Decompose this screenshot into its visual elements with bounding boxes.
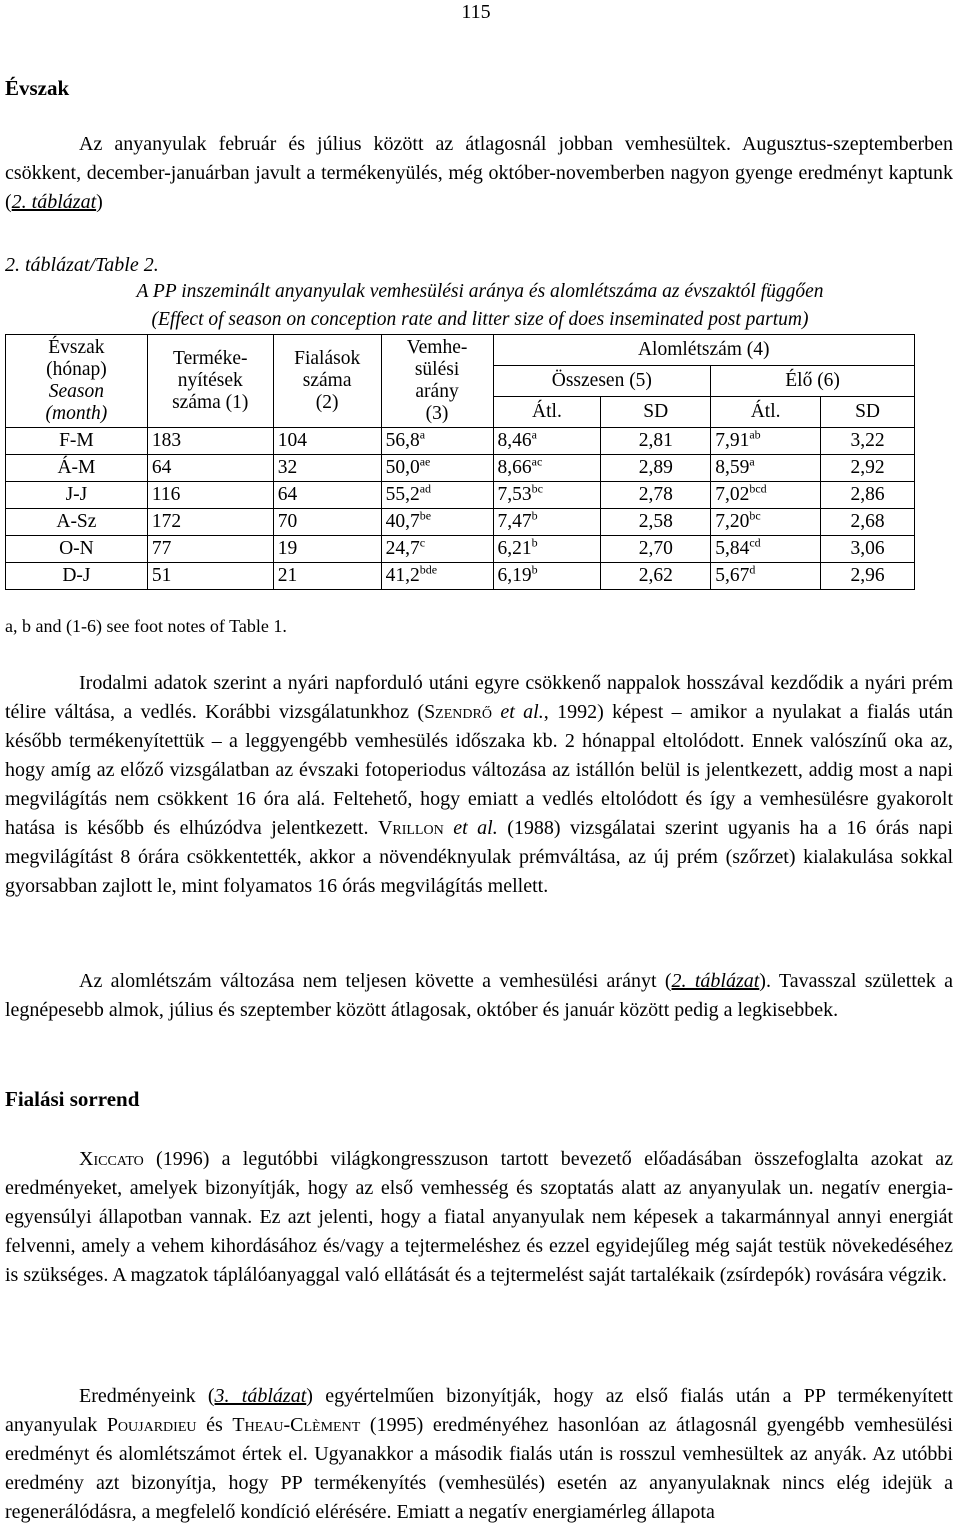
page-number: 115 — [461, 1, 491, 23]
cell-kindlings-value: 70 — [277, 511, 298, 532]
header-line: Évszak — [48, 337, 105, 358]
cell-alive-sd-value: 2,86 — [850, 484, 885, 505]
header-line: (month) — [45, 403, 108, 424]
significance-letters: c — [419, 535, 426, 550]
paragraph-xiccato — [5, 1145, 953, 1290]
cell-alive-sd — [821, 482, 915, 509]
paragraph-intro-text — [5, 133, 953, 213]
table-row — [6, 482, 915, 509]
significance-letters: d — [749, 562, 756, 577]
paragraph-intro — [5, 130, 953, 217]
cell-total-mean — [493, 455, 601, 482]
header-line: száma — [302, 370, 352, 391]
header-line: Fialások — [294, 348, 361, 369]
cell-kindlings — [273, 536, 381, 563]
header-season — [6, 335, 148, 428]
header-born-alive: Élő (6) — [711, 366, 915, 397]
header-total-born: Összesen (5) — [493, 366, 711, 397]
table-header-row-1 — [6, 335, 915, 366]
cell-alive-mean-value: 5,67 — [715, 565, 750, 586]
text-run: Az alomlétszám változása nem teljesen követte a vemhesülési arányt ( — [79, 970, 672, 992]
cell-season — [6, 563, 148, 590]
significance-letters: cd — [749, 535, 761, 550]
significance-letters: bc — [531, 481, 543, 496]
significance-letters: bcd — [749, 481, 767, 496]
cell-alive-sd-value: 3,22 — [850, 430, 885, 451]
table-title-english: (Effect of season on conception rate and litter size of does inseminated post partum) — [151, 309, 809, 330]
cell-alive-mean — [711, 428, 821, 455]
cell-inseminations-value: 183 — [151, 430, 182, 451]
cell-conception-rate-value: 55,2 — [385, 484, 420, 505]
season-results-table — [5, 334, 915, 590]
text-run: et al. — [500, 701, 544, 723]
significance-letters: ad — [419, 481, 432, 496]
cell-total-sd-value: 2,58 — [638, 511, 673, 532]
cell-season — [6, 428, 148, 455]
cell-conception-rate — [381, 563, 493, 590]
significance-letters: ab — [749, 427, 761, 442]
cell-inseminations-value: 116 — [151, 484, 181, 505]
cell-total-mean — [493, 509, 601, 536]
paragraph-litter — [5, 967, 953, 1025]
significance-letters: a — [531, 427, 537, 442]
header-line: Terméke- — [173, 348, 248, 369]
header-line: nyítések — [177, 370, 243, 391]
paragraph-literature — [5, 669, 953, 901]
cell-kindlings-value: 64 — [277, 484, 298, 505]
text-run: és — [196, 1414, 233, 1436]
table-row — [6, 428, 915, 455]
cell-season — [6, 482, 148, 509]
cell-alive-mean — [711, 455, 821, 482]
cell-conception-rate-value: 24,7 — [385, 538, 420, 559]
author-name: Vrillon — [377, 817, 444, 839]
cell-season-value: J-J — [65, 484, 88, 505]
cell-season-value: D-J — [62, 565, 91, 586]
section-heading-parity: Fialási sorrend — [5, 1087, 140, 1111]
header-line: Season — [48, 381, 105, 402]
table-reference-link[interactable]: 2. táblázat — [671, 970, 760, 992]
cell-total-sd-value: 2,70 — [638, 538, 673, 559]
cell-season — [6, 536, 148, 563]
table-caption: 2. táblázat/Table 2. — [5, 254, 159, 276]
cell-conception-rate — [381, 482, 493, 509]
cell-season-value: Á-M — [57, 457, 96, 478]
text-run: ) — [96, 191, 103, 213]
significance-letters: ae — [419, 454, 431, 469]
header-line: (hónap) — [46, 359, 107, 380]
cell-alive-sd — [821, 428, 915, 455]
text-run: Eredményeink ( — [79, 1385, 215, 1407]
cell-total-sd-value: 2,62 — [638, 565, 673, 586]
text-run: Irodalmi adatok szerint a nyári napforduló utáni egyre csökkenő nappalok hosszával kezdődik a nyári prém télire váltása, a vedlés. Korábbi vizsgálatunkhoz ( — [5, 672, 953, 723]
cell-inseminations-value: 172 — [151, 511, 182, 532]
cell-total-mean — [493, 536, 601, 563]
cell-total-mean-value: 7,53 — [497, 484, 532, 505]
header-inseminations — [147, 335, 273, 428]
header-line: száma (1) — [172, 392, 249, 413]
cell-alive-mean — [711, 563, 821, 590]
cell-conception-rate — [381, 455, 493, 482]
cell-kindlings-value: 19 — [277, 538, 298, 559]
cell-inseminations-value: 64 — [151, 457, 172, 478]
cell-kindlings — [273, 563, 381, 590]
section-heading-season: Évszak — [5, 76, 70, 100]
table-row — [6, 563, 915, 590]
cell-total-sd — [601, 509, 711, 536]
cell-alive-sd — [821, 455, 915, 482]
significance-letters: ac — [531, 454, 543, 469]
author-name: Theau-Clèment — [232, 1414, 361, 1436]
text-run: (1995) eredményéhez hasonlóan az átlagosnál gyengébb vemhesülési eredményt és alomlétszámot értek el. Ugyanakkor a második fialás után is rosszul vemhesültek az anyák. Az utóbbi eredmény azt bizonyítja, hogy PP termékenyítés (vemhesülés) esetén az anyanyulaknak nincs elég idejük a regenerálódásra, a megfelelő kondíció elérésére. Emiatt a negatív energiamérleg állapota — [5, 1414, 953, 1523]
cell-total-sd-value: 2,81 — [638, 430, 673, 451]
cell-total-mean — [493, 428, 601, 455]
text-run: ) egyértelműen bizonyítják, hogy az első fialás után a PP termékenyített anyanyulak — [5, 1385, 953, 1436]
cell-total-mean-value: 6,19 — [497, 565, 532, 586]
cell-inseminations — [147, 482, 273, 509]
cell-total-sd — [601, 455, 711, 482]
paragraph-litter-text — [5, 970, 953, 1021]
cell-conception-rate — [381, 509, 493, 536]
significance-letters: bde — [419, 562, 438, 577]
cell-inseminations — [147, 536, 273, 563]
header-line: Vemhe- — [406, 337, 468, 358]
cell-alive-sd — [821, 536, 915, 563]
cell-total-sd — [601, 563, 711, 590]
cell-alive-sd — [821, 563, 915, 590]
cell-conception-rate-value: 50,0 — [385, 457, 420, 478]
cell-alive-mean-value: 7,02 — [715, 484, 750, 505]
table-row — [6, 536, 915, 563]
table-reference-link[interactable]: 2. táblázat — [11, 191, 97, 213]
text-run: , 1992) képest – amikor a nyulakat a fialás után később termékenyítettük – a leggyengébb vemhesülés időszaka kb. 2 hónappal eltolódott. Ennek valószínű oka az, hogy amíg az előző vizsgálatban az évszaki fotoperiodus változása az istállón belül is jelentkezett, addig most a napi megvilágítás nem csökkent 16 óra alá. Feltehető, hogy emiatt a vedlés eltolódott és így a vemhesülésre gyakorolt hatása is később és elhúzódva jelentkezett. — [5, 701, 953, 839]
significance-letters: a — [749, 454, 755, 469]
cell-alive-mean — [711, 482, 821, 509]
table-title-hungarian: A PP inszeminált anyanyulak vemhesülési aránya és alomlétszáma az évszaktól függően — [136, 281, 824, 302]
header-litter-size: Alomlétszám (4) — [493, 335, 915, 366]
paragraph-results — [5, 1382, 953, 1527]
cell-conception-rate-value: 41,2 — [385, 565, 420, 586]
text-run: ). Tavasszal születtek a legnépesebb almok, július és szeptember között átlagosak, október és január között pedig a legkisebbek. — [5, 970, 953, 1021]
significance-letters: bc — [749, 508, 761, 523]
header-alive-sd: SD — [821, 397, 915, 428]
cell-kindlings-value: 32 — [277, 457, 298, 478]
cell-alive-mean-value: 7,91 — [715, 430, 750, 451]
author-name: Poujardieu — [106, 1414, 197, 1436]
header-alive-mean: Átl. — [711, 397, 821, 428]
cell-kindlings — [273, 482, 381, 509]
header-total-mean: Átl. — [493, 397, 601, 428]
header-line: (3) — [425, 403, 449, 424]
significance-letters: b — [531, 562, 538, 577]
cell-total-mean-value: 6,21 — [497, 538, 532, 559]
paragraph-literature-text — [5, 672, 953, 897]
cell-alive-sd-value: 2,96 — [850, 565, 885, 586]
author-name: Szendrő — [424, 701, 492, 723]
cell-total-sd-value: 2,78 — [638, 484, 673, 505]
cell-alive-mean — [711, 536, 821, 563]
significance-letters: b — [531, 508, 538, 523]
cell-inseminations — [147, 509, 273, 536]
cell-inseminations-value: 77 — [151, 538, 172, 559]
cell-conception-rate — [381, 428, 493, 455]
table-reference-link[interactable]: 3. táblázat — [214, 1385, 307, 1407]
cell-alive-sd — [821, 509, 915, 536]
cell-alive-mean — [711, 509, 821, 536]
cell-alive-mean-value: 7,20 — [715, 511, 750, 532]
cell-total-mean-value: 7,47 — [497, 511, 532, 532]
cell-alive-mean-value: 8,59 — [715, 457, 750, 478]
header-line: (2) — [315, 392, 339, 413]
text-run — [444, 817, 454, 839]
header-kindlings — [273, 335, 381, 428]
text-run: (1988) vizsgálatai szerint ugyanis ha a 16 órás napi megvilágítást 8 órára csökkentették, akkor a növendéknyulak prémváltása, az új prém (szőrzet) kialakulása sokkal gyorsabban zajlott le, mint folyamatos 16 órás megvilágítás mellett. — [5, 817, 953, 897]
cell-total-mean — [493, 563, 601, 590]
cell-inseminations — [147, 563, 273, 590]
significance-letters: a — [419, 427, 426, 442]
header-total-sd: SD — [601, 397, 711, 428]
cell-total-sd — [601, 482, 711, 509]
significance-letters: b — [531, 535, 538, 550]
cell-conception-rate-value: 56,8 — [385, 430, 420, 451]
cell-season — [6, 509, 148, 536]
cell-total-sd — [601, 428, 711, 455]
cell-inseminations-value: 51 — [151, 565, 172, 586]
cell-alive-sd-value: 3,06 — [850, 538, 885, 559]
cell-total-sd — [601, 536, 711, 563]
cell-kindlings — [273, 428, 381, 455]
cell-kindlings — [273, 455, 381, 482]
cell-inseminations — [147, 455, 273, 482]
table-row — [6, 455, 915, 482]
header-line: arány — [415, 381, 459, 402]
cell-kindlings — [273, 509, 381, 536]
table-row — [6, 509, 915, 536]
text-run: Az anyanyulak február és július között az átlagosnál jobban vemhesültek. Augusztus-szeptemberben csökkent, december-januárban javult a termékenyülés, még október-novemberben nagyon gyenge eredményt kaptunk ( — [5, 133, 953, 213]
significance-letters: be — [419, 508, 432, 523]
paragraph-xiccato-text — [5, 1148, 953, 1286]
header-conception-rate — [381, 335, 493, 428]
cell-season — [6, 455, 148, 482]
header-season-hungarian — [10, 337, 143, 381]
text-run: et al. — [453, 817, 498, 839]
cell-total-mean-value: 8,46 — [497, 430, 532, 451]
cell-total-mean — [493, 482, 601, 509]
cell-total-sd-value: 2,89 — [638, 457, 673, 478]
table-footnote: a, b and (1-6) see foot notes of Table 1. — [5, 616, 287, 636]
cell-alive-sd-value: 2,68 — [850, 511, 885, 532]
author-name: Xiccato — [79, 1148, 144, 1170]
cell-kindlings-value: 21 — [277, 565, 298, 586]
cell-kindlings-value: 104 — [277, 430, 307, 451]
cell-alive-mean-value: 5,84 — [715, 538, 750, 559]
cell-alive-sd-value: 2,92 — [850, 457, 885, 478]
header-line: sülési — [414, 359, 460, 380]
cell-conception-rate-value: 40,7 — [385, 511, 420, 532]
cell-total-mean-value: 8,66 — [497, 457, 532, 478]
cell-inseminations — [147, 428, 273, 455]
cell-season-value: O-N — [59, 538, 94, 559]
paragraph-results-text — [5, 1385, 953, 1523]
cell-season-value: F-M — [59, 430, 94, 451]
cell-season-value: A-Sz — [56, 511, 97, 532]
text-run: (1996) a legutóbbi világkongresszuson tartott bevezető előadásában összefoglalta azokat az eredményeket, amelyek bizonyítják, hogy az első vemhesség és szoptatás alatt az anyanyulak un. negatív energia-egyensúlyi állapotban vannak. Ez azt jelenti, hogy a fiatal anyanyulak nem képesek a takarmánnyal annyi energiát felvenni, amely a vehem kihordásához és/vagy a tejtermeléshez és ezzel egyidejűleg még saját testük növekedéséhez is szükséges. A magzatok táplálóanyaggal való ellátását és a tejtermelést saját tartalékaik (zsírdepók) rovására végzik. — [5, 1148, 953, 1286]
cell-conception-rate — [381, 536, 493, 563]
header-season-english — [10, 381, 143, 425]
